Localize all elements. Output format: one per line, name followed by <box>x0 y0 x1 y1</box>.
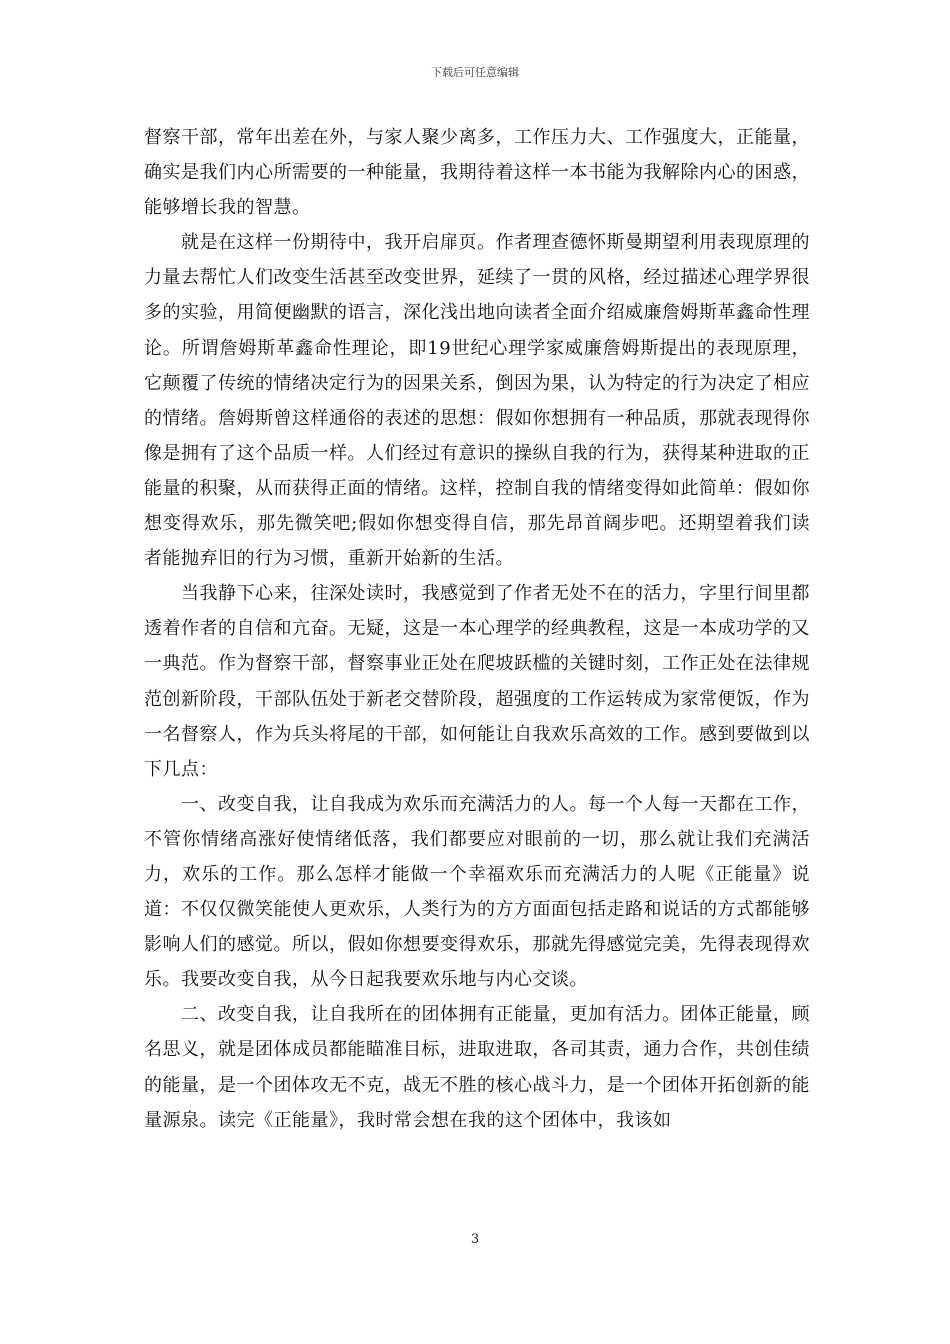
paragraph-4: 一、改变自我，让自我成为欢乐而充满活力的人。每一个人每一天都在工作，不管你情绪高涨好使情绪低落，我们都要应对眼前的一切，那么就让我们充满活力，欢乐的工作。那么怎样才能做一个幸福欢乐而充满活力的人呢《正能量》说道：不仅仅微笑能使人更欢乐，人类行为的方方面面包括走路和说话的方式都能够影响人们的感觉。所以，假如你想要变得欢乐，那就先得感觉完美，先得表现得欢乐。我要改变自我，从今日起我要欢乐地与内心交谈。 <box>144 793 810 991</box>
document-body <box>144 120 810 1138</box>
paragraph-3: 当我静下心来，往深处读时，我感觉到了作者无处不在的活力，字里行间里都透着作者的自信和亢奋。无疑，这是一本心理学的经典教程，这是一本成功学的又一典范。作为督察干部，督察事业正处在爬坡跃槛的关键时刻，工作正处在法律规范创新阶段，干部队伍处于新老交替阶段，超强度的工作运转成为家常便饭，作为一名督察人，作为兵头将尾的干部，如何能让自我欢乐高效的工作。感到要做到以下几点： <box>144 583 810 780</box>
paragraph-1: 督察干部，常年出差在外，与家人聚少离多，工作压力大、工作强度大，正能量，确实是我们内心所需要的一种能量，我期待着这样一本书能为我解除内心的困惑，能够增长我的智慧。 <box>144 127 810 219</box>
page-number: 3 <box>470 1232 480 1247</box>
paragraph-2: 就是在这样一份期待中，我开启扉页。作者理查德怀斯曼期望利用表现原理的力量去帮忙人们改变生活甚至改变世界，延续了一贯的风格，经过描述心理学界很多的实验，用简便幽默的语言，深化浅出地向读者全面介绍威廉詹姆斯革鑫命性理论。所谓詹姆斯革鑫命性理论，即19世纪心理学家威廉詹姆斯提出的表现原理，它颠覆了传统的情绪决定行为的因果关系，倒因为果，认为特定的行为决定了相应的情绪。詹姆斯曾这样通俗的表述的思想：假如你想拥有一种品质，那就表现得你像是拥有了这个品质一样。人们经过有意识的操纵自我的行为，获得某种进取的正能量的积聚，从而获得正面的情绪。这样，控制自我的情绪变得如此简单：假如你想变得欢乐，那先微笑吧;假如你想变得自信，那先昂首阔步吧。还期望着我们读者能抛弃旧的行为习惯，重新开始新的生活。 <box>144 232 810 570</box>
page-header: 下载后可任意编辑 <box>431 66 519 79</box>
paragraph-5: 二、改变自我，让自我所在的团体拥有正能量，更加有活力。团体正能量，顾名思义，就是团体成员都能瞄准目标，进取进取，各司其责，通力合作，共创佳绩的能量，是一个团体攻无不克，战无不胜的核心战斗力，是一个团体开拓创新的能量源泉。读完《正能量》，我时常会想在我的这个团体中，我该如 <box>144 1004 810 1131</box>
